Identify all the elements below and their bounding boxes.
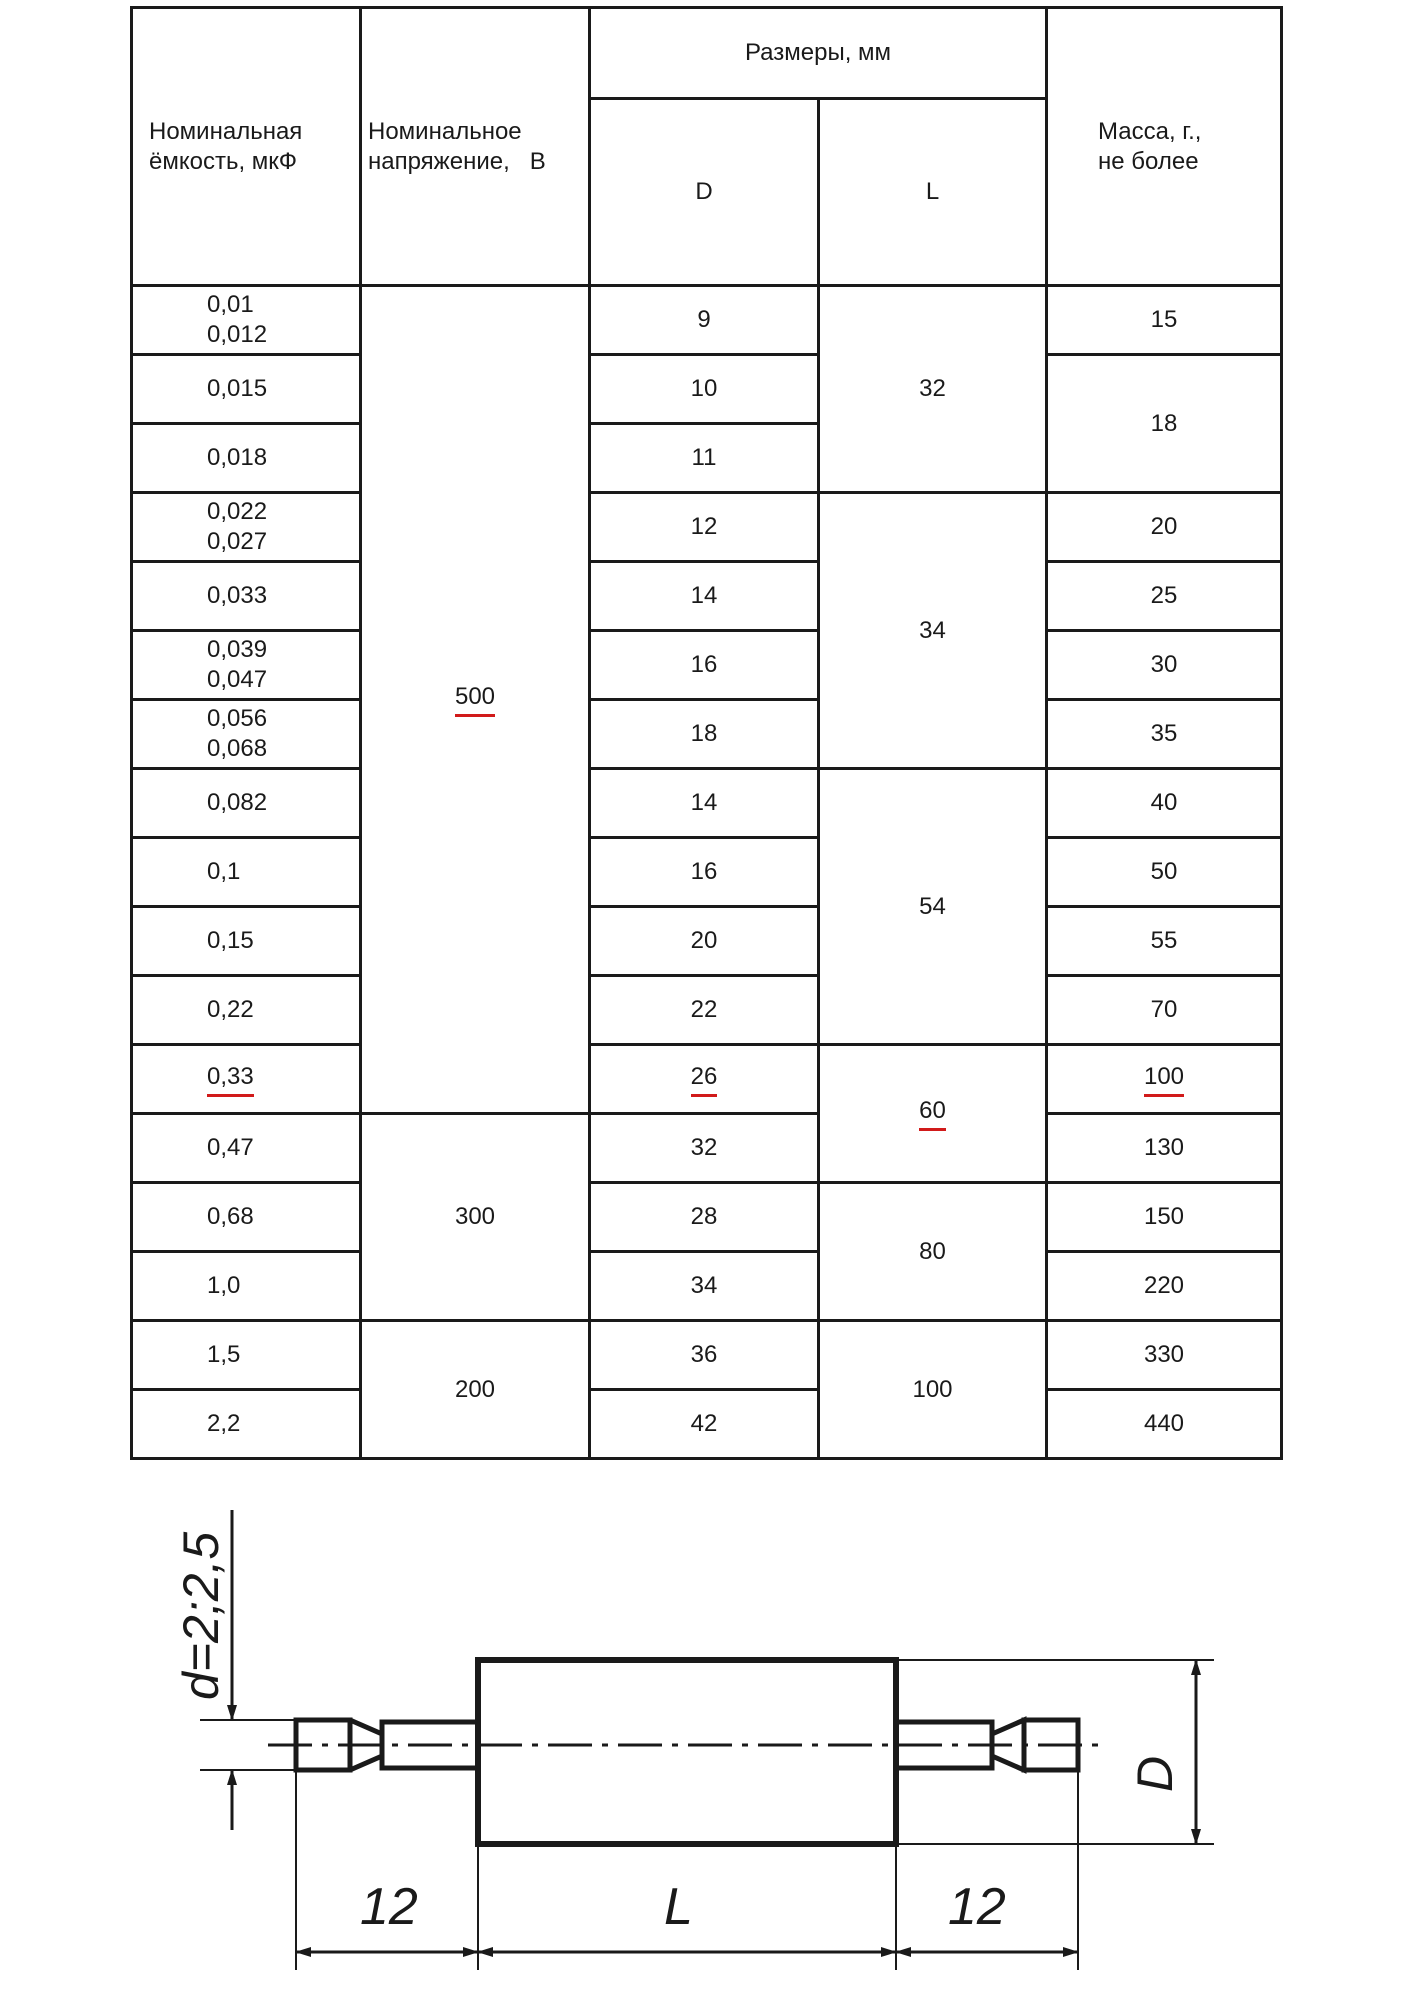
diameter-cell <box>590 631 819 700</box>
mass-cell <box>1047 493 1282 562</box>
diameter-cell-value: 32 <box>690 1134 718 1161</box>
header-capacitance-line1: Номинальная <box>149 117 303 145</box>
capacitance-value: 0,22 <box>207 996 254 1023</box>
mass-cell-value: 40 <box>1150 789 1178 816</box>
mass-cell <box>1047 1321 1282 1390</box>
capacitance-cell <box>132 631 361 700</box>
capacitance-cell <box>132 562 361 631</box>
capacitance-cell <box>132 1252 361 1321</box>
table-row <box>132 976 1282 1045</box>
capacitance-value: 0,15 <box>207 927 254 954</box>
mass-cell <box>1047 907 1282 976</box>
length-cell <box>819 1183 1047 1321</box>
mass-cell <box>1047 286 1282 355</box>
length-cell <box>819 1321 1047 1459</box>
capacitor-body <box>478 1660 896 1844</box>
capacitance-cell <box>132 838 361 907</box>
mass-cell-value: 20 <box>1150 513 1178 540</box>
mass-cell <box>1047 1252 1282 1321</box>
diameter-cell-value: 26 <box>691 1064 718 1097</box>
table-row <box>132 1183 1282 1252</box>
diameter-cell <box>590 493 819 562</box>
diameter-cell-value: 20 <box>690 927 718 954</box>
mass-cell <box>1047 562 1282 631</box>
capacitance-value: 0,068 <box>207 735 268 762</box>
table-row <box>132 1114 1282 1183</box>
capacitance-value: 0,33 <box>207 1064 254 1097</box>
length-cell-value: 80 <box>919 1237 946 1265</box>
capacitor-outline-drawing <box>0 1470 1414 1990</box>
capacitance-cell <box>132 907 361 976</box>
header-voltage <box>361 8 590 286</box>
capacitance-cell <box>132 700 361 769</box>
length-cell <box>819 1045 1047 1183</box>
capacitance-value: 1,0 <box>207 1272 241 1299</box>
length-cell-value: 32 <box>919 375 946 402</box>
capacitance-value: 0,018 <box>207 444 268 471</box>
diameter-cell <box>590 976 819 1045</box>
diameter-cell <box>590 700 819 769</box>
voltage-cell <box>361 286 590 1114</box>
diameter-cell-value: 14 <box>690 582 718 609</box>
table-row <box>132 631 1282 700</box>
capacitance-value: 0,047 <box>207 666 268 693</box>
voltage-cell-value: 200 <box>454 1375 496 1403</box>
mass-cell-value: 35 <box>1150 720 1178 747</box>
diameter-cell <box>590 1252 819 1321</box>
header-mass <box>1047 8 1282 286</box>
diameter-cell-value: 28 <box>690 1203 718 1230</box>
capacitor-dimensions-table <box>130 6 1283 1460</box>
diameter-cell-value: 12 <box>690 513 718 540</box>
capacitance-value: 0,082 <box>207 789 268 816</box>
diameter-cell-value: 10 <box>690 375 718 402</box>
header-dimensions: Размеры, мм <box>590 8 1047 99</box>
mass-cell <box>1047 976 1282 1045</box>
diameter-cell-value: 22 <box>690 996 718 1023</box>
header-capacitance <box>132 8 361 286</box>
voltage-cell <box>361 1321 590 1459</box>
capacitance-cell <box>132 976 361 1045</box>
diameter-cell-value: 16 <box>690 651 718 678</box>
capacitance-value: 0,68 <box>207 1203 254 1230</box>
mass-cell-value: 220 <box>1143 1272 1185 1299</box>
capacitance-cell <box>132 493 361 562</box>
mass-cell-value: 330 <box>1143 1341 1185 1368</box>
body-diameter-label: D <box>1127 1755 1183 1792</box>
voltage-cell-value: 300 <box>454 1203 496 1230</box>
capacitance-cell <box>132 286 361 355</box>
length-cell-value: 34 <box>919 616 946 644</box>
mass-cell-value: 55 <box>1150 927 1178 954</box>
length-cell <box>819 286 1047 493</box>
lead-length-right-label: 12 <box>948 1878 1006 1936</box>
capacitance-cell <box>132 1114 361 1183</box>
mass-cell <box>1047 838 1282 907</box>
mass-cell-value: 150 <box>1143 1203 1185 1230</box>
length-cell-value: 54 <box>919 892 946 920</box>
capacitance-cell <box>132 1321 361 1390</box>
header-capacitance-line2: ёмкость, мкФ <box>149 147 298 175</box>
mass-cell-value: 18 <box>1150 409 1178 437</box>
table-row <box>132 1321 1282 1390</box>
header-voltage-line2: напряжение, В <box>368 147 546 175</box>
mass-cell <box>1047 769 1282 838</box>
diameter-cell <box>590 838 819 907</box>
table-row <box>132 562 1282 631</box>
mass-cell <box>1047 700 1282 769</box>
diameter-cell <box>590 1321 819 1390</box>
diameter-cell <box>590 769 819 838</box>
capacitance-cell <box>132 424 361 493</box>
table-row <box>132 907 1282 976</box>
lead-diameter-label: d=2;2,5 <box>173 1531 229 1700</box>
body-length-label: L <box>664 1878 693 1936</box>
capacitance-value: 0,039 <box>207 636 268 663</box>
diameter-cell-value: 14 <box>690 789 718 816</box>
capacitance-cell <box>132 1183 361 1252</box>
diameter-cell-value: 34 <box>690 1272 718 1299</box>
length-cell <box>819 769 1047 1045</box>
diameter-cell <box>590 907 819 976</box>
mass-cell <box>1047 355 1282 493</box>
diameter-cell <box>590 1183 819 1252</box>
capacitance-value: 0,022 <box>207 498 268 525</box>
diameter-cell <box>590 1390 819 1459</box>
header-l: L <box>819 99 1047 286</box>
header-voltage-line1: Номинальное <box>368 117 522 145</box>
table-row <box>132 355 1282 424</box>
lead-length-left-label: 12 <box>360 1878 418 1936</box>
capacitance-cell <box>132 769 361 838</box>
diameter-cell <box>590 286 819 355</box>
diameter-cell <box>590 1045 819 1114</box>
mass-cell <box>1047 1390 1282 1459</box>
table-row <box>132 286 1282 355</box>
mass-cell <box>1047 1183 1282 1252</box>
capacitance-value: 0,056 <box>207 705 268 732</box>
header-mass-line2: не более <box>1098 147 1199 175</box>
capacitance-value: 0,47 <box>207 1134 254 1161</box>
voltage-cell <box>361 1114 590 1321</box>
capacitance-value: 0,01 <box>207 291 254 318</box>
table-row <box>132 1045 1282 1114</box>
mass-cell <box>1047 1045 1282 1114</box>
capacitance-value: 1,5 <box>207 1341 241 1368</box>
diameter-cell-value: 11 <box>691 444 717 471</box>
diameter-cell-value: 42 <box>690 1410 718 1437</box>
capacitance-value: 0,027 <box>207 528 268 555</box>
mass-cell-value: 70 <box>1150 996 1178 1023</box>
table-row <box>132 838 1282 907</box>
capacitance-value: 0,012 <box>207 321 268 348</box>
header-mass-line1: Масса, г., <box>1098 117 1202 145</box>
diameter-cell-value: 18 <box>690 720 718 747</box>
mass-cell-value: 440 <box>1143 1410 1185 1437</box>
diameter-cell-value: 16 <box>690 858 718 885</box>
mass-cell <box>1047 631 1282 700</box>
table-row <box>132 769 1282 838</box>
table-row <box>132 493 1282 562</box>
capacitance-value: 2,2 <box>207 1410 241 1437</box>
diameter-cell <box>590 1114 819 1183</box>
diameter-cell-value: 36 <box>690 1341 718 1368</box>
mass-cell-value: 30 <box>1150 651 1178 678</box>
length-cell <box>819 493 1047 769</box>
table-row <box>132 700 1282 769</box>
capacitance-value: 0,033 <box>207 582 268 609</box>
length-cell-value: 100 <box>912 1375 953 1403</box>
capacitance-value: 0,015 <box>207 375 268 402</box>
diameter-cell-value: 9 <box>697 306 711 333</box>
table-row <box>132 1390 1282 1459</box>
mass-cell <box>1047 1114 1282 1183</box>
voltage-cell-value: 500 <box>455 684 495 717</box>
diameter-cell <box>590 562 819 631</box>
mass-cell-value: 50 <box>1150 858 1178 885</box>
capacitance-cell <box>132 1390 361 1459</box>
mass-cell-value: 100 <box>1144 1064 1184 1097</box>
capacitance-value: 0,1 <box>207 858 241 885</box>
capacitance-cell <box>132 1045 361 1114</box>
table-row <box>132 1252 1282 1321</box>
mass-cell-value: 130 <box>1143 1134 1185 1161</box>
diameter-cell <box>590 424 819 493</box>
mass-cell-value: 15 <box>1150 306 1178 333</box>
header-d: D <box>590 99 819 286</box>
capacitance-cell <box>132 355 361 424</box>
length-cell-value: 60 <box>919 1098 946 1131</box>
diameter-cell <box>590 355 819 424</box>
mass-cell-value: 25 <box>1150 582 1178 609</box>
